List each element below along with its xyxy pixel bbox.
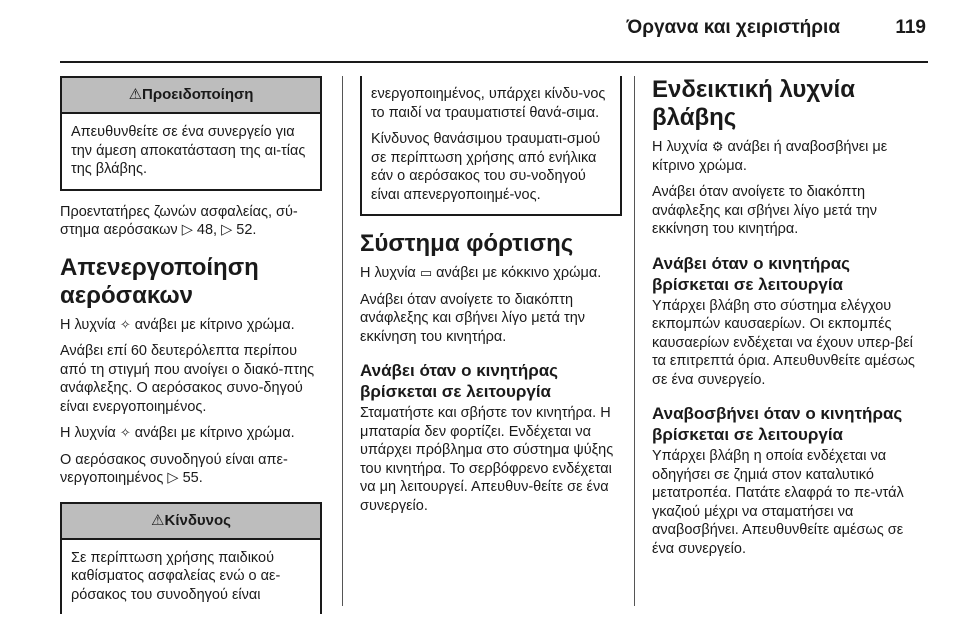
airbag-ref[interactable]: 55 — [182, 470, 199, 486]
airbag-p2: Ανάβει επί 60 δευτερόλεπτα περίπου από τη στιγμή που ανοίγει ο διακό-πτης ανάφλεξης. Ο αερόσακος συνο-δηγού είναι ενεργοποιημένος. — [60, 343, 315, 415]
belt-ref-1[interactable]: 48 — [196, 222, 214, 238]
warning-box-header — [62, 78, 320, 114]
fault-p3: Υπάρχει βλάβη στο σύστημα ελέγχου εκπομπών καυσαερίων. Οι εκπομπές καυσαερίων ενδέχεται να έχουν υπερ-βεί τα επιτρεπτά όρια. Απευθυνθείτε αμέσως σε ένα συνεργείο. — [652, 297, 915, 388]
fault-on-heading: Ανάβει όταν ο κινητήρας βρίσκεται σε λειτουργία — [652, 253, 851, 294]
fault-indicator-heading: Ενδεικτική λυχνία βλάβης — [652, 76, 855, 131]
airbag-p3-post: ανάβει με κίτρινο χρώμα. — [134, 425, 295, 441]
charging-p3: Σταματήστε και σβήστε τον κινητήρα. Η μπαταρία δεν φορτίζει. Ενδέχεται να υπάρχει πρόβλημα στο σύστημα ψύξης του κινητήρα. Το σερβόφρενο ενδέχεται να μη λειτουργεί. Απευθυν-θείτε σε ένα συνεργείο. — [360, 405, 614, 514]
charging-p1 — [360, 264, 622, 283]
airbag-p1 — [60, 316, 322, 335]
airbag-p3-pre: Η λυχνία — [60, 425, 116, 441]
warning-box-title: Προειδοποίηση — [142, 86, 254, 103]
belt-text: Προεντατήρες ζωνών ασφαλείας, σύ-στημα αερόσακων — [60, 203, 298, 238]
warning-box-body — [62, 114, 320, 189]
charging-p1-post: ανάβει με κόκκινο χρώμα. — [436, 265, 602, 281]
belt-reference-text: Προεντατήρες ζωνών ασφαλείας, σύ-στημα αερόσακων ▷ 48, ▷ 52. — [60, 203, 298, 238]
airbag-off-icon: ✧ — [119, 316, 131, 332]
column-1 — [60, 76, 322, 626]
charging-running-heading: Ανάβει όταν ο κινητήρας βρίσκεται σε λειτουργία — [360, 361, 559, 401]
airbag-p1-pre: Η λυχνία — [60, 316, 116, 333]
reference-arrow-icon: ▷ — [167, 470, 179, 486]
danger-box-continued — [360, 76, 622, 216]
column-2 — [360, 76, 622, 523]
airbag-p1-post: ανάβει με κίτρινο χρώμα. — [134, 316, 295, 333]
danger-box-continued-body — [362, 76, 620, 214]
fault-p4: Υπάρχει βλάβη η οποία ενδέχεται να οδηγήσει σε ζημιά στον καταλυτικό μετατροπέα. Πατάτε ελαφρά το πε-ντάλ γκαζιού μέχρι να σταματήσει να αναβοσβήνει. Απευθυνθείτε αμέσως σε ένα συνεργείο. — [652, 448, 904, 557]
engine-icon: ⚙ — [711, 139, 724, 154]
charging-p1-pre: Η λυχνία — [360, 265, 416, 281]
fault-blink-heading: Αναβοσβήνει όταν ο κινητήρας βρίσκεται σε λειτουργία — [652, 404, 903, 444]
charging-p2: Ανάβει όταν ανοίγετε το διακόπτη ανάφλεξης και σβήνει λίγο μετά την εκκίνηση του κινητήρα. — [360, 291, 586, 345]
page-header-title: Όργανα και χειριστήρια — [626, 17, 840, 38]
fault-p2: Ανάβει όταν ανοίγετε το διακόπτη ανάφλεξης και σβήνει λίγο μετά την εκκίνηση του κινητήρα. — [652, 184, 878, 237]
danger-box — [60, 502, 322, 615]
airbag-p3 — [60, 424, 322, 443]
danger-box-body — [62, 540, 320, 615]
danger-box-title: Κίνδυνος — [164, 511, 231, 529]
column-divider-2 — [634, 76, 635, 606]
fault-p1 — [652, 138, 928, 175]
warning-box-text: Απευθυνθείτε σε ένα συνεργείο για την άμεση αποκατάσταση της αι-τίας της βλάβης. — [71, 124, 306, 177]
header-rule — [60, 61, 928, 63]
danger-cont-p1: ενεργοποιημένος, υπάρχει κίνδυ-νος το παιδί να τραυματιστεί θανά-σιμα. — [371, 86, 606, 121]
fault-p1-pre: Η λυχνία — [652, 139, 708, 155]
warning-triangle-icon: ⚠ — [128, 86, 143, 103]
warning-box — [60, 76, 322, 191]
danger-box-text: Σε περίπτωση χρήσης παιδικού καθίσματος ασφαλείας ενώ ο αε-ρόσακος του συνοδηγού είναι — [71, 549, 281, 603]
warning-triangle-icon: ⚠ — [151, 511, 165, 529]
airbag-p4: Ο αερόσακος συνοδηγού είναι απε-νεργοποιημένος ▷ 55. — [60, 451, 288, 486]
column-3 — [652, 76, 928, 566]
battery-icon: ▭ — [419, 265, 433, 280]
belt-ref-2[interactable]: 52 — [236, 222, 253, 238]
fault-p1-post: ανάβει ή αναβοσβήνει με κίτρινο χρώμα. — [652, 139, 888, 174]
reference-arrow-icon: ▷ — [221, 222, 233, 238]
airbag-deactivation-heading: Απενεργοποίηση αερόσακων — [60, 253, 259, 309]
airbag-off-crossed-icon: ✧ — [119, 425, 131, 440]
reference-arrow-icon: ▷ — [181, 222, 193, 238]
page-number: 119 — [895, 17, 926, 38]
danger-box-header — [62, 504, 320, 540]
column-divider-1 — [342, 76, 343, 606]
danger-cont-p2: Κίνδυνος θανάσιμου τραυματι-σμού σε περίπτωση χρήσης από ενήλικα εάν ο αερόσακος του συ-νοδηγού είναι απενεργοποιημέ-νος. — [371, 131, 601, 203]
charging-system-heading: Σύστημα φόρτισης — [360, 230, 574, 257]
airbag-p4-text: Ο αερόσακος συνοδηγού είναι απε-νεργοποιημένος — [60, 451, 288, 486]
